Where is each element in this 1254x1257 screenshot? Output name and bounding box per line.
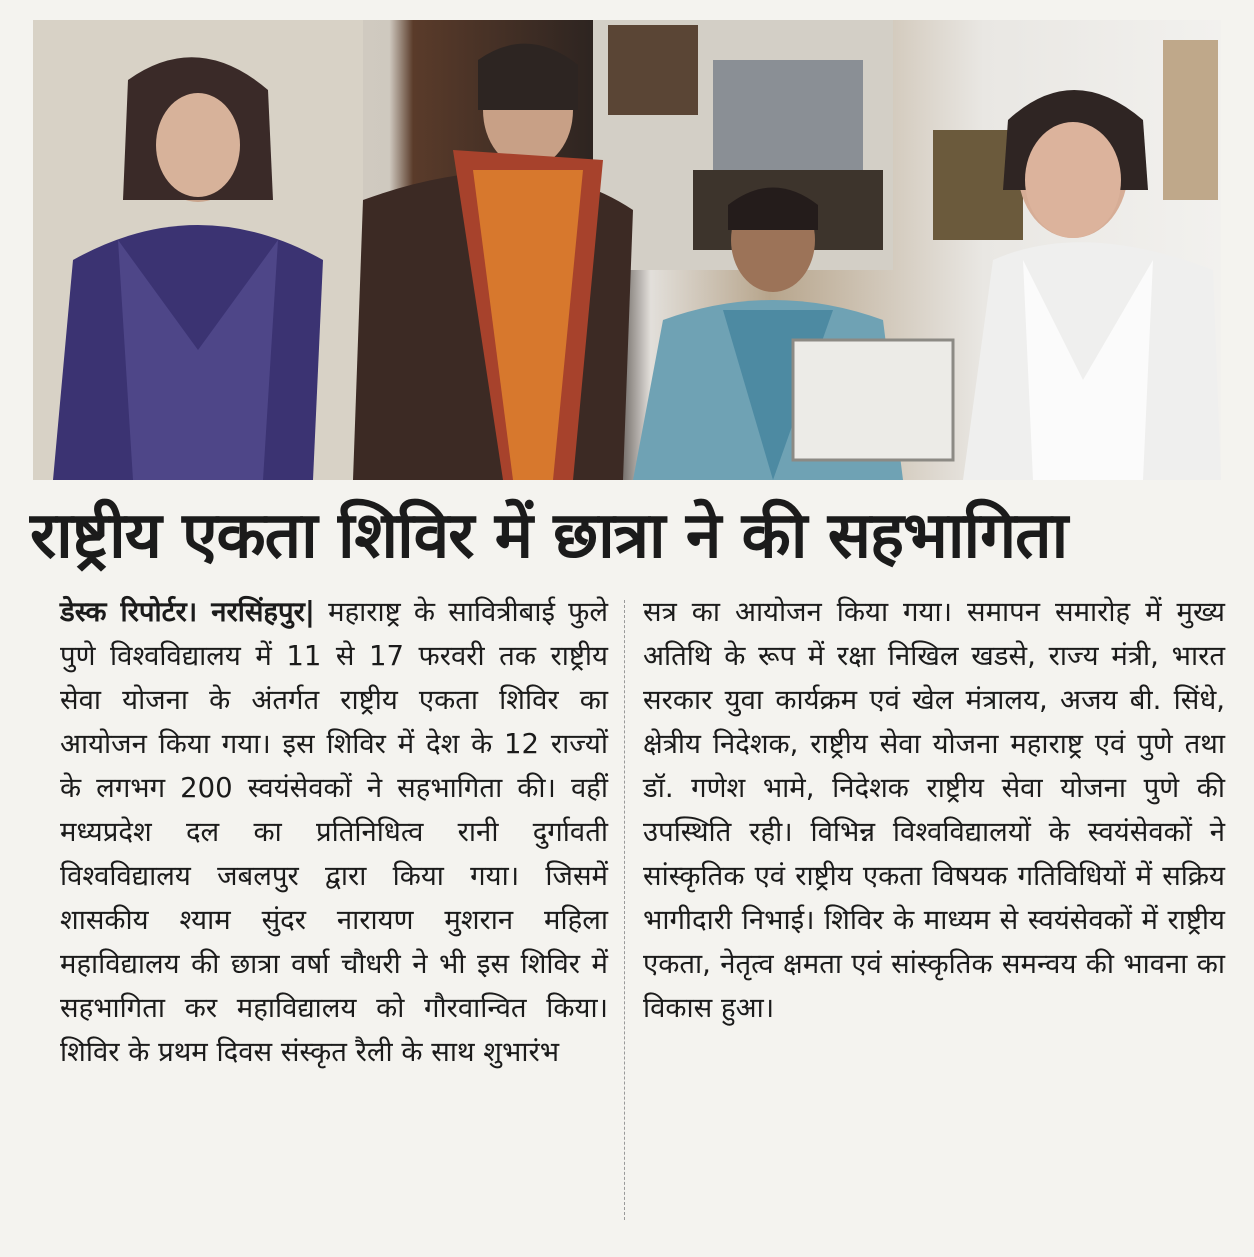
news-photo [33, 20, 1221, 480]
byline: डेस्क रिपोर्टर। नरसिंहपुर| [60, 596, 315, 628]
column-divider [624, 600, 626, 1220]
left-body-text: महाराष्ट्र के सावित्रीबाई फुले पुणे विश्वविद्यालय में 11 से 17 फरवरी तक राष्ट्रीय सेवा योजना के अंतर्गत राष्ट्रीय एकता शिविर का आयोजन किया गया। इस शिविर में देश के 12 राज्यों के लगभग 200 स्वयंसेवकों ने सहभागिता की। वहीं मध्यप्रदेश दल का प्रतिनिधित्व रानी दुर्गावती विश्वविद्यालय जबलपुर द्वारा किया गया। जिसमें शासकीय श्याम सुंदर नारायण मुशरान महिला महाविद्यालय की छात्रा वर्षा चौधरी ने भी इस शिविर में सहभागिता कर महाविद्यालय को गौरवान्वित किया। शिविर के प्रथम दिवस संस्कृत रैली के साथ शुभारंभ [60, 596, 608, 1068]
headline: राष्ट्रीय एकता शिविर में छात्रा ने की सहभागिता [30, 499, 1068, 573]
right-body-text: सत्र का आयोजन किया गया। समापन समारोह में मुख्य अतिथि के रूप में रक्षा निखिल खडसे, राज्य मंत्री, भारत सरकार युवा कार्यक्रम एवं खेल मंत्रालय, अजय बी. सिंधे, क्षेत्रीय निदेशक, राष्ट्रीय सेवा योजना महाराष्ट्र एवं पुणे तथा डॉ. गणेश भामे, निदेशक राष्ट्रीय सेवा योजना पुणे की उपस्थिति रही। विभिन्न विश्वविद्यालयों के स्वयंसेवकों ने सांस्कृतिक एवं राष्ट्रीय एकता विषयक गतिविधियों में सक्रिय भागीदारी निभाई। शिविर के माध्यम से स्वयंसेवकों में राष्ट्रीय एकता, नेतृत्व क्षमता एवं सांस्कृतिक समन्वय की भावना का विकास हुआ। [643, 596, 1225, 1024]
photo-illustration [33, 20, 1221, 480]
article-column-right [643, 590, 1225, 1030]
article-column-left [60, 590, 608, 1074]
article-paragraph-left [60, 590, 608, 1074]
